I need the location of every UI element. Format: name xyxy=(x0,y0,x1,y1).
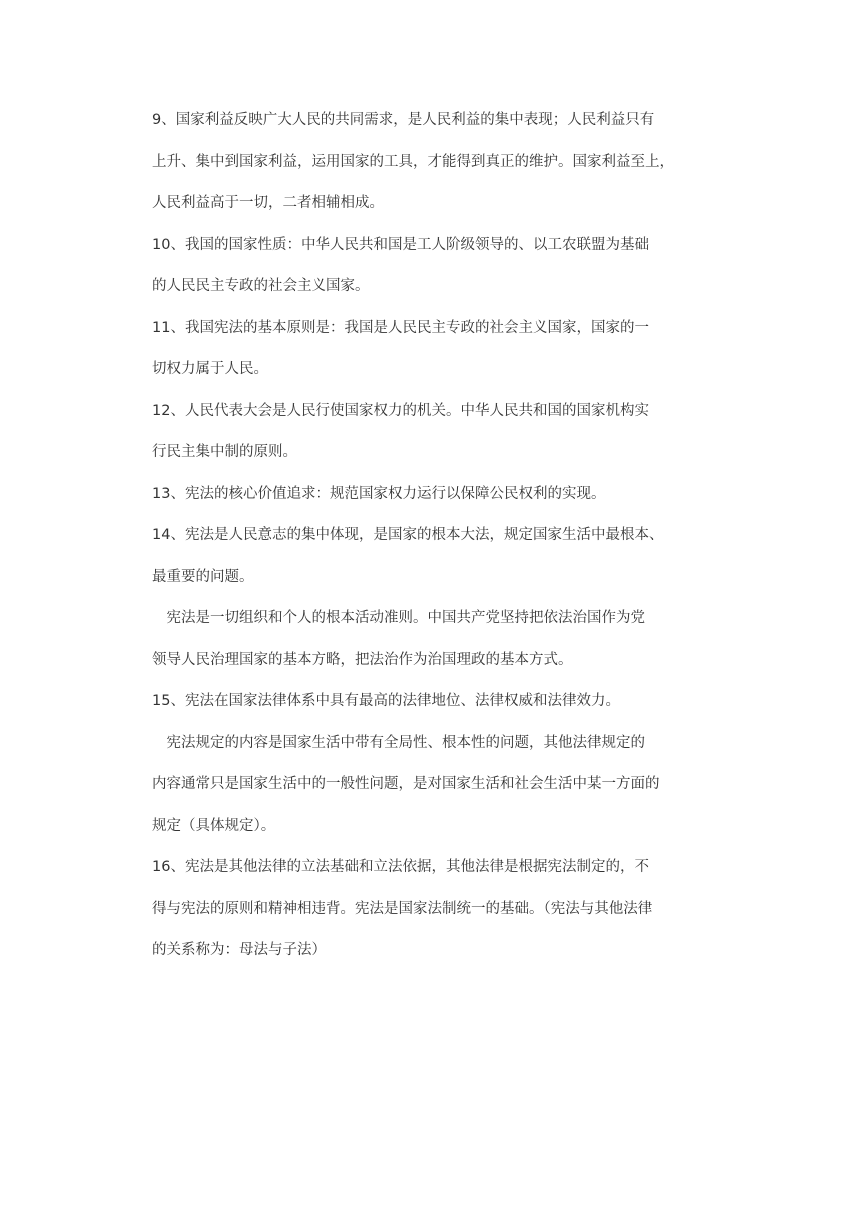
text-line: 11、我国宪法的基本原则是：我国是人民民主专政的社会主义国家，国家的一 xyxy=(152,319,649,336)
text-line: 14、宪法是人民意志的集中体现，是国家的根本大法，规定国家生活中最根本、 xyxy=(152,527,664,543)
text-line: 人民利益高于一切，二者相辅相成。 xyxy=(152,195,384,211)
text-line: 切权力属于人民。 xyxy=(152,361,268,377)
text-line: 15、宪法在国家法律体系中具有最高的法律地位、法律权威和法律效力。 xyxy=(152,693,620,709)
text-line: 宪法是一切组织和个人的根本活动准则。中国共产党坚持把依法治国作为党 xyxy=(152,610,645,626)
text-line: 16、宪法是其他法律的立法基础和立法依据，其他法律是根据宪法制定的，不 xyxy=(152,859,649,875)
text-line: 最重要的问题。 xyxy=(152,568,254,585)
text-line: 的关系称为：母法与子法） xyxy=(152,942,326,958)
text-line: 规定（具体规定）。 xyxy=(152,817,276,834)
text-line: 宪法规定的内容是国家生活中带有全局性、根本性的问题，其他法律规定的 xyxy=(152,734,645,751)
text-line: 得与宪法的原则和精神相违背。宪法是国家法制统一的基础。（宪法与其他法律 xyxy=(152,900,653,917)
text-line: 内容通常只是国家生活中的一般性问题，是对国家生活和社会生活中某一方面的 xyxy=(152,776,660,792)
text-line: 上升、集中到国家利益，运用国家的工具，才能得到真正的维护。国家利益至上， xyxy=(152,153,674,170)
text-line: 13、宪法的核心价值追求：规范国家权力运行以保障公民权利的实现。 xyxy=(152,485,606,502)
text-line: 9、国家利益反映广大人民的共同需求，是人民利益的集中表现；人民利益只有 xyxy=(152,112,655,128)
text-line: 行民主集中制的原则。 xyxy=(152,444,297,460)
text-line: 的人民民主专政的社会主义国家。 xyxy=(152,278,370,294)
text-line: 领导人民治理国家的基本方略，把法治作为治国理政的基本方式。 xyxy=(152,651,573,668)
text-line: 12、人民代表大会是人民行使国家权力的机关。中华人民共和国的国家机构实 xyxy=(152,402,649,419)
text-line: 10、我国的国家性质：中华人民共和国是工人阶级领导的、以工农联盟为基础 xyxy=(152,236,649,253)
